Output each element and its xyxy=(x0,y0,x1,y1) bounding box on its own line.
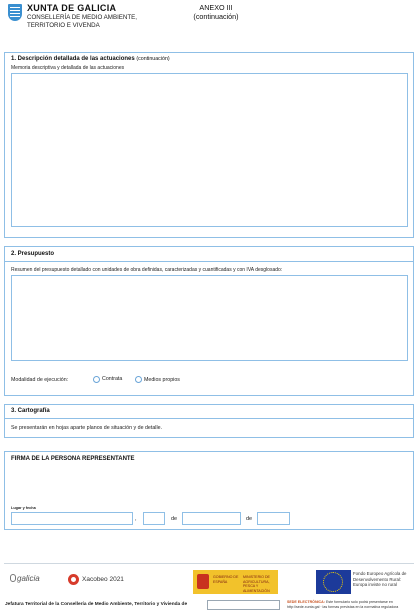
department-name xyxy=(27,14,137,30)
presupuesto-label: Resumen del presupuesto detallado con unidades de obra definidas, caracterizadas y cuantificadas y con IVA desglosado: xyxy=(11,267,283,273)
radio-medios-propios[interactable] xyxy=(135,376,142,383)
ministerio-text: MINISTERIO DE AGRICULTURA, PESCA Y ALIMENTACIÓN xyxy=(243,575,270,593)
jefatura-label: Jefatura Territorial de la Consellería de Medio Ambiente, Territorio y Vivienda de xyxy=(5,602,188,607)
jefatura-field[interactable] xyxy=(207,600,280,610)
section-description xyxy=(4,52,414,238)
section-2-divider xyxy=(5,261,413,262)
memoria-label: Memoria descriptiva y detallada de las actuaciones xyxy=(11,65,125,71)
feader-text: Fondo Europeo Agrícola de Desenvolvemento Rural: Europa inviste no rural xyxy=(353,571,407,587)
place-date-label: Lugar y fecha xyxy=(11,506,36,510)
eu-flag-icon xyxy=(316,570,351,594)
spain-crest-icon xyxy=(197,574,209,589)
galicia-mark-icon xyxy=(10,574,16,582)
place-field[interactable] xyxy=(11,512,133,525)
eu-stars-icon xyxy=(323,572,343,592)
radio-contrata-label: Contrata xyxy=(102,376,123,382)
section-2-title: 2. Presupuesto xyxy=(11,251,55,257)
month-field[interactable] xyxy=(182,512,241,525)
footer-divider xyxy=(4,563,414,564)
section-budget xyxy=(4,246,414,396)
cartography-text: Se presentarán en hojas aparte planos de situación y de detalle. xyxy=(11,425,163,431)
section-3-divider xyxy=(5,418,413,419)
annex-continuation: (continuación) xyxy=(193,12,239,21)
galicia-logo xyxy=(10,574,40,583)
comma-separator: , xyxy=(135,516,137,522)
presupuesto-textarea[interactable] xyxy=(11,275,408,361)
xacobeo-icon xyxy=(68,574,79,585)
sede-text: Este formulario solo podrá presentarse en http://sede.xunta.gal · las formas previstas en la normativa reguladora xyxy=(287,600,399,609)
gobierno-espana-logo xyxy=(193,570,278,594)
xunta-shield-icon xyxy=(8,4,22,21)
memoria-textarea[interactable] xyxy=(11,73,408,227)
radio-medios-propios-label: Medios propios xyxy=(144,377,180,383)
de-separator-1: de xyxy=(171,516,178,522)
galicia-logo-text: galicia xyxy=(17,574,40,583)
modalidad-label: Modalidad de ejecución: xyxy=(11,377,69,383)
section-cartography xyxy=(4,404,414,438)
annex-title xyxy=(180,3,252,21)
year-field[interactable] xyxy=(257,512,290,525)
section-signature xyxy=(4,451,414,530)
sede-label: SEDE ELECTRÓNICA: xyxy=(287,600,325,604)
section-1-title xyxy=(11,56,170,62)
section-3-title: 3. Cartografía xyxy=(11,408,50,414)
radio-contrata[interactable] xyxy=(93,376,100,383)
xacobeo-logo-text: Xacobeo 2021 xyxy=(82,576,124,583)
annex-number: ANEXO III xyxy=(199,3,233,12)
section-1-title-text: 1. Descripción detallada de las actuaciones xyxy=(11,56,135,62)
signature-title: FIRMA DE LA PERSONA REPRESENTANTE xyxy=(11,456,135,462)
day-field[interactable] xyxy=(143,512,165,525)
sede-electronica-note xyxy=(287,600,413,609)
department-line-2: TERRITORIO E VIVENDA xyxy=(27,22,100,29)
section-1-title-suffix: (continuación) xyxy=(136,56,170,62)
de-separator-2: de xyxy=(246,516,253,522)
department-line-1: CONSELLERÍA DE MEDIO AMBIENTE, xyxy=(27,14,138,21)
gobierno-text: GOBIERNO DE ESPAÑA xyxy=(213,575,239,584)
brand-name: XUNTA DE GALICIA xyxy=(27,3,117,13)
